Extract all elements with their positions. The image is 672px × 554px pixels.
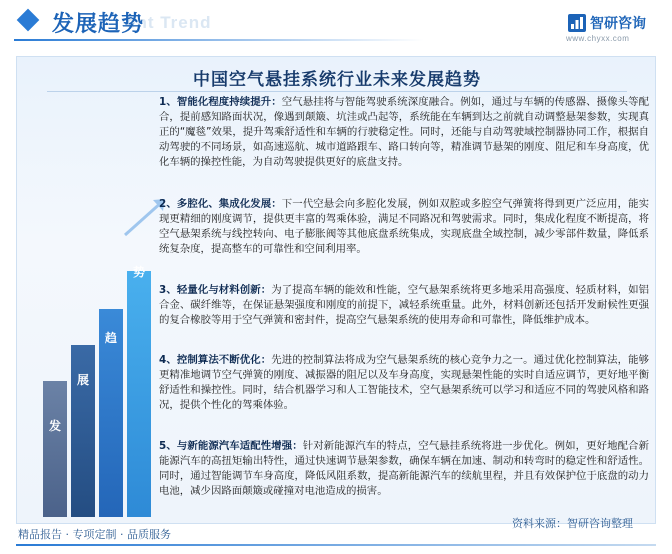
trend-item-5-body: 针对新能源汽车的特点，空气悬挂系统将进一步优化。例如，更好地配合新能源汽车的高扭矩输出特性，通过快速调节悬架参数，确保车辆在加速、制动和转弯时的稳定性和舒适性。同时，通过智能调节车身高度，降低风阻系数，提高新能源汽车的续航里程，并且有效保护位于底盘的动力电池，减少因路面颠簸或碰撞对电池造成的损害。 bbox=[159, 440, 650, 497]
trend-item-5-heading: 5、与新能源汽车适配性增强： bbox=[159, 440, 303, 452]
trend-item-4-heading: 4、控制算法不断优化： bbox=[159, 354, 272, 366]
trend-item-4 bbox=[159, 353, 649, 413]
company-url: www.chyxx.com bbox=[566, 34, 630, 43]
stair-bar-1 bbox=[43, 381, 67, 517]
diamond-icon bbox=[17, 9, 40, 32]
company-logo-icon bbox=[568, 14, 586, 32]
trend-item-2-body: 下一代空悬会向多腔化发展，例如双腔或多腔空气弹簧将得到更广泛应用，能实现更精细的刚度调节，提供更丰富的驾乘体验，满足不同路况和驾驶需求。同时，集成化程度不断提高，将空气悬架系统与线控转向、电子膨胀阀等其他底盘系统集成，实现底盘全域控制，减少零部件数量，降低系统复杂度，提高整车的可靠性和空间利用率。 bbox=[159, 198, 649, 255]
trend-item-3-heading: 3、轻量化与材料创新： bbox=[159, 284, 272, 296]
content-panel bbox=[16, 56, 656, 524]
trend-item-1 bbox=[159, 95, 649, 170]
stair-bar-4 bbox=[127, 271, 151, 517]
stair-char-2: 展 bbox=[76, 373, 89, 387]
source-note: 资料来源：智研咨询整理 bbox=[512, 517, 633, 530]
header-title: 发展趋势 bbox=[52, 12, 145, 37]
trend-item-2-heading: 2、多腔化、集成化发展： bbox=[159, 198, 282, 210]
title-divider bbox=[47, 91, 627, 92]
trend-item-3-body: 为了提高车辆的能效和性能，空气悬架系统将更多地采用高强度、轻质材料，如铝合金、碳纤维等，在保证悬架强度和刚度的前提下，减轻系统重量。此外，材料创新还包括开发耐候性更强的复合橡胶等用于空气弹簧和密封件，提高空气悬架系统的使用寿命和可靠性，降低维护成本。 bbox=[159, 284, 650, 326]
header-divider bbox=[14, 39, 424, 41]
trend-item-2 bbox=[159, 197, 649, 257]
trend-item-5 bbox=[159, 439, 649, 499]
main-title: 中国空气悬挂系统行业未来发展趋势 bbox=[193, 70, 481, 90]
footer-slogan: 精品报告 · 专项定制 · 品质服务 bbox=[18, 528, 171, 541]
page-header bbox=[0, 0, 672, 48]
header-subtitle: ent Trend bbox=[126, 13, 212, 32]
trend-item-3 bbox=[159, 283, 649, 328]
trend-item-4-body: 先进的控制算法将成为空气悬架系统的核心竞争力之一。通过优化控制算法，能够更精准地调节空气弹簧的刚度、减振器的阻尼以及车身高度，实现悬架性能的实时自适应调节，更好地平衡舒适性和操控性。同时，结合机器学习和人工智能技术，空气悬架系统可以学习和适应不同的驾驶风格和路况，提供个性化的驾乘体验。 bbox=[159, 354, 650, 411]
footer-divider bbox=[16, 544, 656, 546]
trend-item-1-heading: 1、智能化程度持续提升： bbox=[159, 96, 282, 108]
company-logo-name: 智研咨询 bbox=[590, 16, 646, 32]
stair-char-4: 势 bbox=[132, 265, 145, 279]
trend-item-1-body: 空气悬挂将与智能驾驶系统深度融合。例如，通过与车辆的传感器、摄像头等配合，提前感知路面状况，像遇到颠簸、坑洼或凸起等，系统能在车辆到达之前就自动调整悬架参数，实现真正的“魔毯”效果，提升驾乘舒适性和车辆的行驶稳定性。同时，还能与自动驾驶域控制器协同工作，根据自动驾驶的不同场景，如高速巡航、城市道路跟车、路口转向等，精准调节悬架的刚度、阻尼和车身高度，优化车辆的操控性能，为自动驾驶提供更好的底盘支持。 bbox=[159, 96, 649, 168]
stair-char-1: 发 bbox=[48, 419, 61, 433]
stair-char-3: 趋 bbox=[104, 331, 117, 345]
